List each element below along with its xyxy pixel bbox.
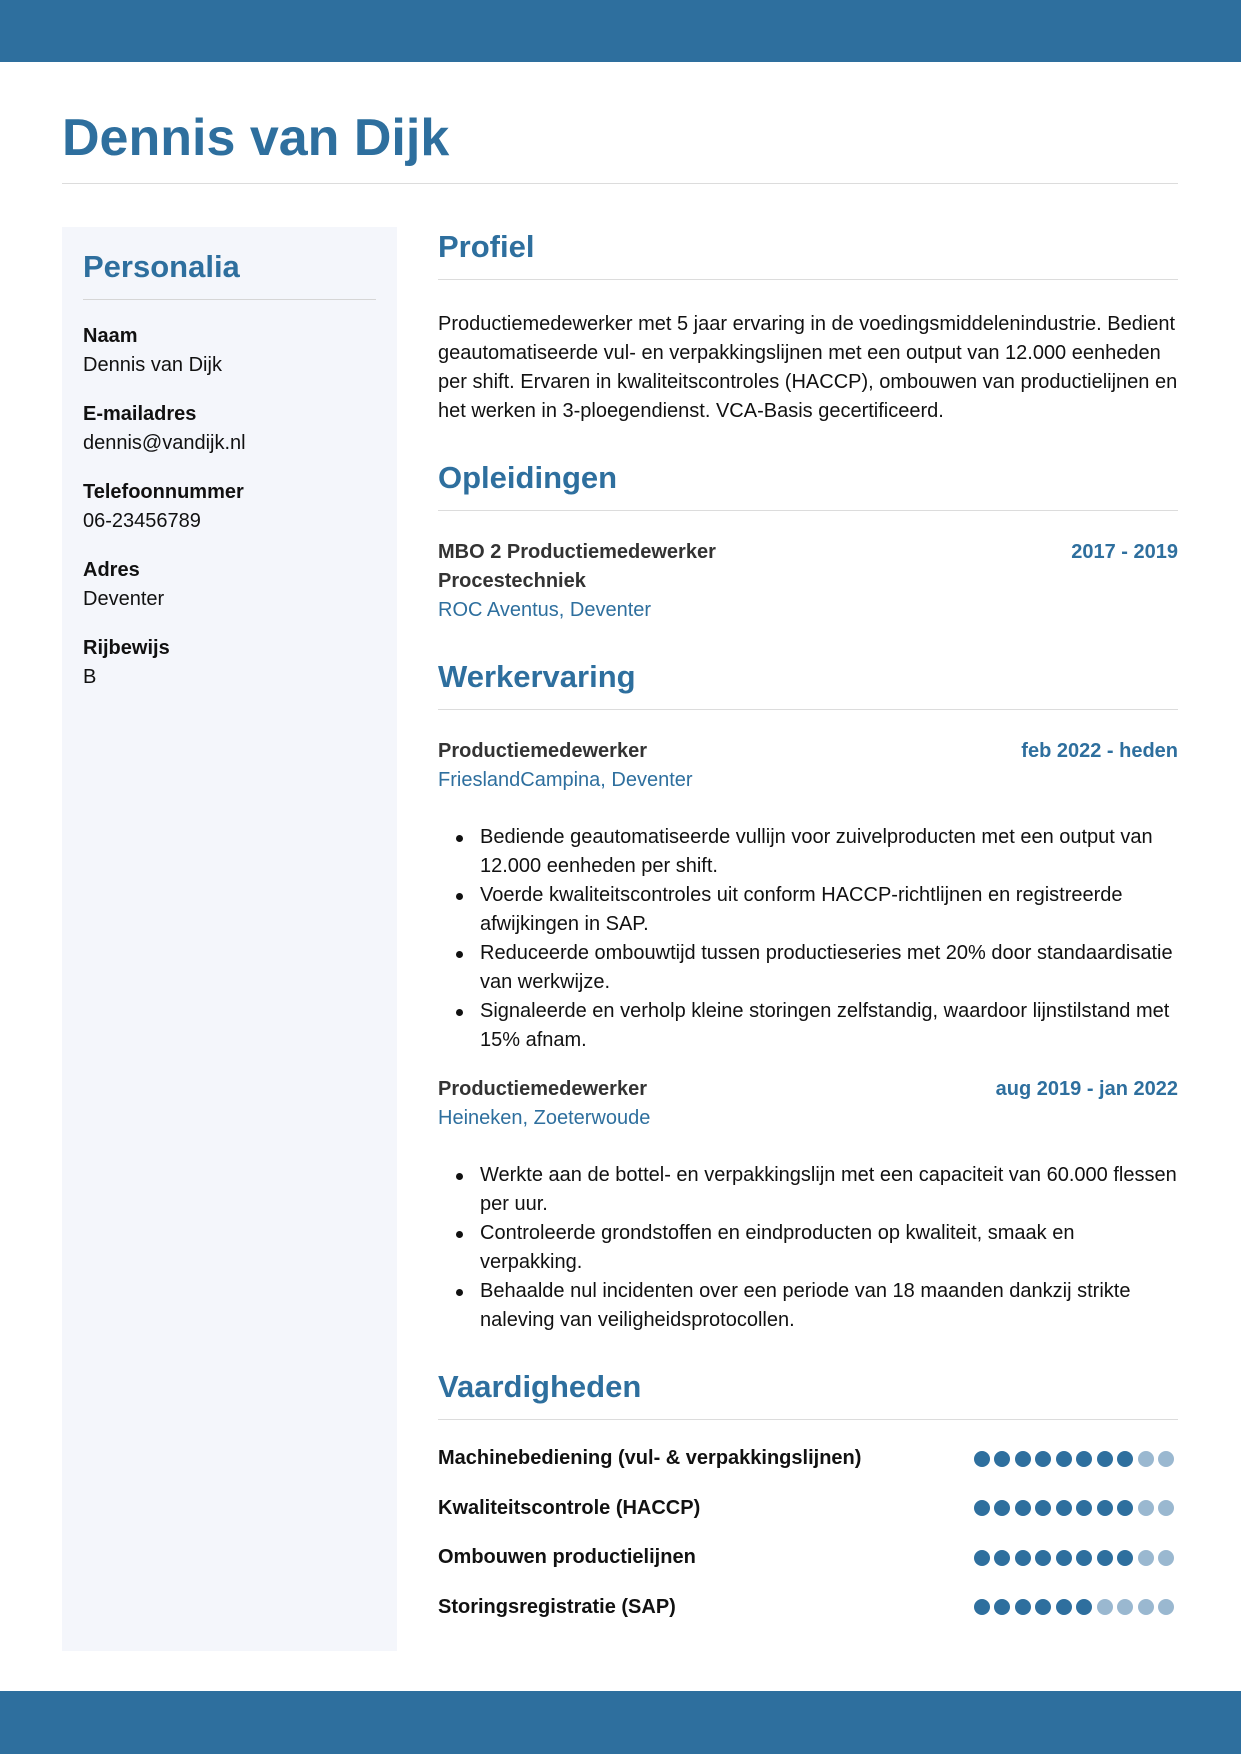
experience-section xyxy=(438,655,1178,1335)
field-value: B xyxy=(83,666,97,688)
entry-date: feb 2022 - heden xyxy=(1021,740,1178,762)
list-item: Bediende geautomatiseerde vullijn voor zuivelproducten met een output van 12.000 eenheden per shift. xyxy=(438,823,1178,881)
list-item: Signaleerde en verholp kleine storingen zelfstandig, waardoor lijnstilstand met 15% afnam. xyxy=(438,997,1178,1055)
rating-dot-empty xyxy=(1138,1500,1154,1516)
rating-dot-filled xyxy=(1015,1550,1031,1566)
profile-text: Productiemedewerker met 5 jaar ervaring in de voedingsmiddelenindustrie. Bedient geautomatiseerde vul- en verpakkingslijnen met een output van 12.000 eenheden per shift. Ervaren in kwaliteitscontroles (HACCP), ombouwen van productielijnen en het werken in 3-ploegendienst. VCA-Basis gecertificeerd. xyxy=(438,313,1178,422)
field-label: Naam xyxy=(83,325,138,347)
rating-dot-empty xyxy=(1158,1550,1174,1566)
field-label: Rijbewijs xyxy=(83,637,170,659)
page-title: Dennis van Dijk xyxy=(62,109,450,167)
rating-dot-filled xyxy=(1035,1451,1051,1467)
entry-institution: ROC Aventus, Deventer xyxy=(438,599,652,621)
rating-dot-filled xyxy=(1117,1500,1133,1516)
rating-dot-empty xyxy=(1138,1599,1154,1615)
field-address xyxy=(83,556,376,614)
entry-title: Productiemedewerker xyxy=(438,1078,647,1100)
section-divider xyxy=(438,279,1178,280)
skill-rating xyxy=(974,1550,1179,1566)
achievement-list xyxy=(438,823,1178,1055)
rating-dot-filled xyxy=(1076,1599,1092,1615)
skills-list xyxy=(438,1444,1178,1622)
skill-name: Machinebediening (vul- & verpakkingslijnen) xyxy=(438,1447,862,1469)
education-entry xyxy=(438,538,1178,625)
entry-date: aug 2019 - jan 2022 xyxy=(995,1078,1178,1100)
entry-header xyxy=(438,737,1178,766)
field-license xyxy=(83,634,376,692)
rating-dot-empty xyxy=(1158,1599,1174,1615)
field-value: dennis@vandijk.nl xyxy=(83,432,246,454)
field-name xyxy=(83,322,376,380)
entry-employer: Heineken, Zoeterwoude xyxy=(438,1107,651,1129)
rating-dot-empty xyxy=(1158,1451,1174,1467)
section-heading: Opleidingen xyxy=(438,460,618,495)
skill-row xyxy=(438,1543,1178,1572)
personal-details-sidebar xyxy=(62,227,397,1651)
section-divider xyxy=(438,510,1178,511)
field-value: Dennis van Dijk xyxy=(83,354,222,376)
experience-entry xyxy=(438,737,1178,1055)
rating-dot-filled xyxy=(994,1451,1010,1467)
main-content xyxy=(438,225,1178,1642)
sidebar-heading: Personalia xyxy=(83,249,240,284)
rating-dot-filled xyxy=(974,1451,990,1467)
education-section xyxy=(438,456,1178,625)
rating-dot-filled xyxy=(1035,1500,1051,1516)
entry-title: MBO 2 Productiemedewerker Procestechniek xyxy=(438,541,716,592)
list-item: Voerde kwaliteitscontroles uit conform HACCP-richtlijnen en registreerde afwijkingen in SAP. xyxy=(438,881,1178,939)
section-heading: Werkervaring xyxy=(438,659,636,694)
rating-dot-filled xyxy=(1117,1451,1133,1467)
rating-dot-filled xyxy=(1056,1550,1072,1566)
field-label: Telefoonnummer xyxy=(83,481,244,503)
sidebar-divider xyxy=(83,299,376,300)
rating-dot-filled xyxy=(1015,1451,1031,1467)
field-value: 06-23456789 xyxy=(83,510,201,532)
rating-dot-filled xyxy=(974,1550,990,1566)
rating-dot-filled xyxy=(1097,1451,1113,1467)
section-heading: Vaardigheden xyxy=(438,1369,642,1404)
skill-name: Kwaliteitscontrole (HACCP) xyxy=(438,1496,701,1519)
title-divider xyxy=(62,183,1178,184)
rating-dot-empty xyxy=(1138,1550,1154,1566)
skill-rating xyxy=(974,1500,1179,1516)
section-divider xyxy=(438,709,1178,710)
rating-dot-filled xyxy=(1015,1500,1031,1516)
rating-dot-filled xyxy=(994,1550,1010,1566)
skill-row xyxy=(438,1593,1178,1622)
rating-dot-filled xyxy=(1076,1550,1092,1566)
top-banner xyxy=(0,0,1241,62)
entry-header xyxy=(438,538,1178,596)
field-phone xyxy=(83,478,376,536)
rating-dot-empty xyxy=(1138,1451,1154,1467)
field-label: E-mailadres xyxy=(83,403,197,425)
achievement-list xyxy=(438,1161,1178,1335)
list-item: Behaalde nul incidenten over een periode van 18 maanden dankzij strikte naleving van veiligheidsprotocollen. xyxy=(438,1277,1178,1335)
rating-dot-empty xyxy=(1097,1599,1113,1615)
list-item: Reduceerde ombouwtijd tussen productieseries met 20% door standaardisatie van werkwijze. xyxy=(438,939,1178,997)
entry-employer: FrieslandCampina, Deventer xyxy=(438,769,693,791)
skills-section xyxy=(438,1365,1178,1622)
rating-dot-filled xyxy=(1076,1500,1092,1516)
section-heading: Profiel xyxy=(438,229,535,264)
field-email xyxy=(83,400,376,458)
entry-header xyxy=(438,1075,1178,1104)
list-item: Werkte aan de bottel- en verpakkingslijn met een capaciteit van 60.000 flessen per uur. xyxy=(438,1161,1178,1219)
rating-dot-filled xyxy=(1076,1451,1092,1467)
skill-rating xyxy=(974,1451,1179,1467)
rating-dot-empty xyxy=(1117,1599,1133,1615)
experience-entry xyxy=(438,1075,1178,1335)
entry-date: 2017 - 2019 xyxy=(1071,541,1178,563)
rating-dot-filled xyxy=(994,1500,1010,1516)
skill-rating xyxy=(974,1599,1179,1615)
field-label: Adres xyxy=(83,559,140,581)
rating-dot-filled xyxy=(1056,1500,1072,1516)
skill-row xyxy=(438,1494,1178,1523)
rating-dot-filled xyxy=(1097,1550,1113,1566)
skill-name: Ombouwen productielijnen xyxy=(438,1546,696,1568)
rating-dot-filled xyxy=(1035,1599,1051,1615)
rating-dot-filled xyxy=(1035,1550,1051,1566)
bottom-banner xyxy=(0,1691,1241,1754)
entry-title: Productiemedewerker xyxy=(438,740,647,762)
rating-dot-filled xyxy=(1117,1550,1133,1566)
rating-dot-filled xyxy=(1056,1599,1072,1615)
field-value: Deventer xyxy=(83,588,165,610)
rating-dot-filled xyxy=(974,1500,990,1516)
list-item: Controleerde grondstoffen en eindproducten op kwaliteit, smaak en verpakking. xyxy=(438,1219,1178,1277)
rating-dot-filled xyxy=(974,1599,990,1615)
rating-dot-filled xyxy=(1056,1451,1072,1467)
rating-dot-empty xyxy=(1158,1500,1174,1516)
rating-dot-filled xyxy=(1015,1599,1031,1615)
section-divider xyxy=(438,1419,1178,1420)
profile-section xyxy=(438,225,1178,426)
skill-name: Storingsregistratie (SAP) xyxy=(438,1595,676,1618)
skill-row xyxy=(438,1444,1178,1473)
rating-dot-filled xyxy=(1097,1500,1113,1516)
rating-dot-filled xyxy=(994,1599,1010,1615)
